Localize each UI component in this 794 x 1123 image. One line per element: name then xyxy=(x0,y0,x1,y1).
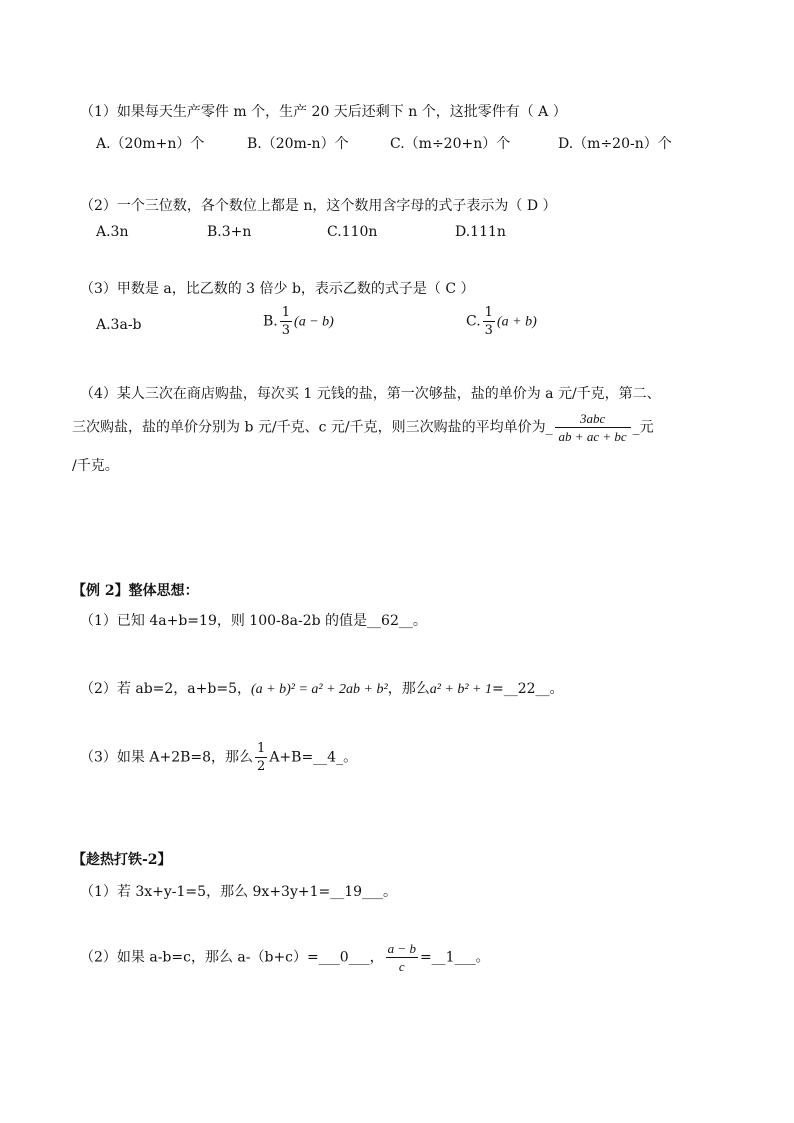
q2-option-a: A.3n xyxy=(96,224,129,240)
drill-item-2-suffix: =__1___。 xyxy=(419,949,490,966)
q4-line-1: （4）某人三次在商店购盐，每次买 1 元钱的盐，第一次够盐，盐的单价为 a 元/千克，第二、 xyxy=(80,386,661,402)
q1-option-a: A.（20m+n）个 xyxy=(96,136,205,152)
q4-answer-numerator: 3abc xyxy=(555,412,631,428)
example-2-item-2-prefix: （2）若 ab=2，a+b=5， xyxy=(80,681,251,697)
q1-option-c: C.（m÷20+n）个 xyxy=(390,136,511,152)
q3-option-b xyxy=(263,306,334,337)
drill-item-2-prefix: （2）如果 a-b=c，那么 a-（b+c）=___0___， xyxy=(80,949,384,966)
q3-option-b-numerator: 1 xyxy=(281,305,291,320)
example-2-item-3-suffix: A+B=__4_。 xyxy=(269,749,358,766)
example-2-item-3-fraction xyxy=(255,742,267,773)
example-2-item-2-mid: ，那么 xyxy=(387,681,430,697)
q2-stem: （2）一个三位数，各个数位上都是 n，这个数用含字母的式子表示为（ D ） xyxy=(80,198,557,214)
drill-item-2-denominator: c xyxy=(398,959,405,974)
q4-answer-fraction xyxy=(555,412,631,443)
q3-option-b-fraction xyxy=(280,306,292,337)
example-2-item-3 xyxy=(80,742,357,773)
q4-line-3: /千克。 xyxy=(72,458,119,474)
drill-item-1: （1）若 3x+y-1=5，那么 9x+3y+1=__19___。 xyxy=(80,884,398,900)
drill-item-2-fraction xyxy=(386,942,418,973)
q3-option-c-numerator: 1 xyxy=(484,305,493,320)
drill-item-2 xyxy=(80,942,490,973)
q1-option-b: B.（20m-n）个 xyxy=(247,136,349,152)
q4-answer-denominator: ab + ac + bc xyxy=(558,429,627,444)
example-2-item-3-denominator: 2 xyxy=(257,759,266,774)
example-2-item-2-formula-2: a² + b² + 1 xyxy=(429,682,492,697)
q3-option-c xyxy=(466,306,537,337)
drill-item-2-numerator: a − b xyxy=(387,941,416,956)
example-2-item-2-formula: (a + b)² = a² + 2ab + b² xyxy=(250,682,388,697)
q3-option-b-expression: (a − b) xyxy=(294,314,334,330)
q4-line-2-suffix: _元 xyxy=(632,419,654,436)
example-2-title: 【例 2】整体思想： xyxy=(72,583,199,599)
drill-title: 【趁热打铁-2】 xyxy=(72,852,172,868)
q3-option-c-denominator: 3 xyxy=(484,323,493,338)
q3-stem: （3）甲数是 a，比乙数的 3 倍少 b，表示乙数的式子是（ C ） xyxy=(80,281,475,297)
q1-option-d: D.（m÷20-n）个 xyxy=(558,136,672,152)
q4-line-2-prefix: 三次购盐，盐的单价分别为 b 元/千克、c 元/千克，则三次购盐的平均单价为_ xyxy=(72,419,553,436)
q1-stem: （1）如果每天生产零件 m 个，生产 20 天后还剩下 n 个，这批零件有（ A ） xyxy=(80,104,567,120)
q3-option-c-expression: (a + b) xyxy=(496,314,537,330)
q3-option-c-prefix: C. xyxy=(466,313,481,330)
example-2-item-1: （1）已知 4a+b=19，则 100-8a-2b 的值是__62__。 xyxy=(80,613,427,629)
q2-option-c: C.110n xyxy=(327,224,378,240)
q3-option-c-fraction xyxy=(483,306,495,337)
example-2-item-2-suffix: =__22__。 xyxy=(492,681,564,697)
example-2-item-2 xyxy=(80,679,564,700)
q3-option-b-prefix: B. xyxy=(263,313,278,330)
q2-option-b: B.3+n xyxy=(207,224,252,240)
example-2-item-3-numerator: 1 xyxy=(257,741,266,756)
q3-option-b-denominator: 3 xyxy=(281,323,291,338)
q4-line-2 xyxy=(72,412,654,443)
example-2-item-3-prefix: （3）如果 A+2B=8，那么 xyxy=(80,749,254,766)
q3-option-a: A.3a-b xyxy=(96,317,142,333)
q2-option-d: D.111n xyxy=(455,224,506,240)
